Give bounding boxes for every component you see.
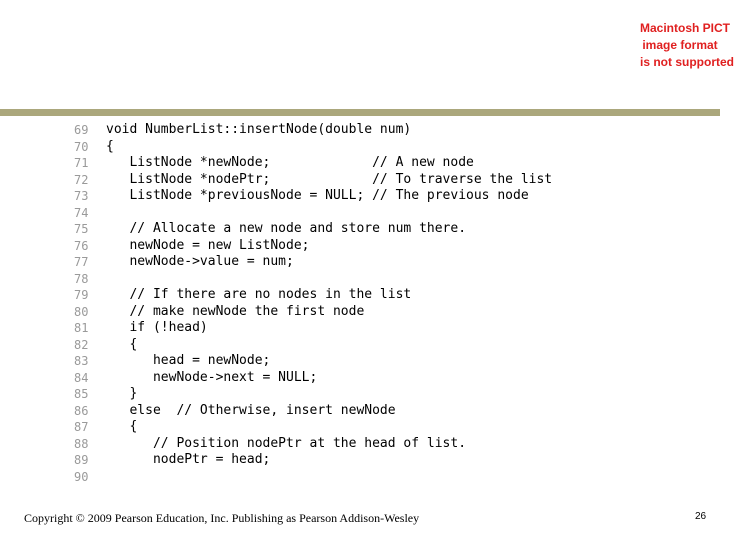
code-line: [0, 403, 720, 420]
line-number: 90: [74, 469, 89, 484]
code-text: newNode->value = num;: [106, 254, 294, 269]
line-number: 70: [74, 139, 89, 154]
code-text: // make newNode the first node: [106, 303, 365, 319]
code-line: [0, 287, 720, 304]
header-divider: [0, 109, 720, 116]
code-text: head = newNode;: [106, 353, 271, 368]
code-text: // If there are no nodes in the list: [106, 287, 412, 302]
code-line: [0, 370, 720, 387]
code-text: // Allocate a new node and store num there.: [106, 221, 467, 236]
placeholder-line-2: image format: [642, 38, 718, 52]
code-text: newNode = new ListNode;: [106, 237, 310, 253]
line-number: 82: [74, 337, 89, 352]
line-number: 69: [74, 123, 89, 137]
placeholder-line-3: is not supported: [640, 55, 734, 69]
code-text: // Position nodePtr at the head of list.: [106, 435, 467, 451]
code-text: ListNode *previousNode = NULL; // The previous node: [106, 188, 529, 203]
line-number: 80: [74, 304, 89, 319]
line-number: 81: [74, 321, 89, 335]
code-line: [0, 469, 720, 486]
code-line: [0, 452, 720, 469]
code-line: [0, 436, 720, 453]
line-number: 84: [74, 370, 89, 385]
code-line: [0, 271, 720, 288]
unsupported-image-placeholder: [640, 20, 734, 71]
page-number: 26: [695, 511, 707, 522]
code-text: nodePtr = head;: [106, 452, 271, 467]
copyright-footer: Copyright © 2009 Pearson Education, Inc. Publishing as Pearson Addison-Wesley: [24, 511, 420, 525]
code-text: if (!head): [106, 320, 208, 335]
code-line: [0, 238, 720, 255]
placeholder-line-1: Macintosh PICT: [640, 21, 731, 35]
line-number: 86: [74, 403, 89, 418]
line-number: 77: [74, 255, 89, 269]
code-line: [0, 386, 720, 403]
code-text: newNode->next = NULL;: [106, 369, 318, 385]
code-line: [0, 155, 720, 172]
code-text: {: [106, 419, 138, 434]
code-line: [0, 188, 720, 205]
code-text: {: [106, 138, 114, 154]
code-text: else // Otherwise, insert newNode: [106, 402, 396, 418]
code-text: {: [106, 336, 138, 352]
line-number: 71: [74, 156, 89, 170]
code-line: [0, 205, 720, 222]
line-number: 83: [74, 354, 89, 368]
code-line: [0, 122, 720, 139]
line-number: 79: [74, 288, 89, 302]
line-number: 74: [74, 205, 89, 220]
code-listing: [0, 122, 720, 485]
code-line: [0, 320, 720, 337]
line-number: 75: [74, 222, 89, 236]
line-number: 88: [74, 436, 89, 451]
code-line: [0, 419, 720, 436]
line-number: 78: [74, 271, 89, 286]
line-number: 73: [74, 189, 89, 203]
code-text: void NumberList::insertNode(double num): [106, 122, 412, 137]
code-line: [0, 353, 720, 370]
line-number: 72: [74, 172, 89, 187]
line-number: 89: [74, 453, 89, 467]
code-line: [0, 337, 720, 354]
code-text: ListNode *newNode; // A new node: [106, 155, 474, 170]
line-number: 85: [74, 387, 89, 401]
code-line: [0, 304, 720, 321]
code-text: }: [106, 386, 138, 401]
code-text: ListNode *nodePtr; // To traverse the list: [106, 171, 553, 187]
code-line: [0, 221, 720, 238]
line-number: 76: [74, 238, 89, 253]
code-line: [0, 254, 720, 271]
code-line: [0, 139, 720, 156]
line-number: 87: [74, 420, 89, 434]
code-line: [0, 172, 720, 189]
